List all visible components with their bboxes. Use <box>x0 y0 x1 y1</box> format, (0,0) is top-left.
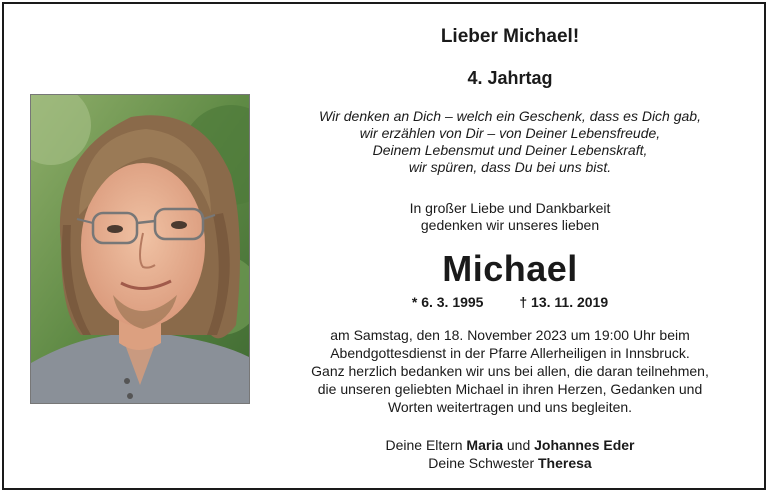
parents-line <box>260 436 760 454</box>
message-line: Worten weitertragen und uns begleiten. <box>387 399 633 415</box>
father-name: Johannes Eder <box>534 437 635 453</box>
conjunction: und <box>506 437 531 453</box>
tribute-text <box>260 200 760 234</box>
tribute-line: In großer Liebe und Dankbarkeit <box>409 200 611 216</box>
memorial-poem <box>260 108 760 176</box>
family-signature <box>260 436 760 472</box>
deceased-name: Michael <box>442 248 578 289</box>
tribute-line: gedenken wir unseres lieben <box>420 217 600 233</box>
poem-line: wir spüren, dass Du bei uns bist. <box>408 159 612 175</box>
sister-name: Theresa <box>538 455 592 471</box>
memorial-message <box>260 326 760 416</box>
sibling-line <box>260 454 760 472</box>
message-line: Ganz herzlich bedanken wir uns bei allen, die daran teilnehmen, <box>311 363 709 379</box>
anniversary-heading: 4. Jahrtag <box>467 68 553 88</box>
mother-name: Maria <box>466 437 503 453</box>
parents-prefix: Deine Eltern <box>385 437 463 453</box>
birth-date: * 6. 3. 1995 <box>411 294 484 310</box>
poem-line: Wir denken an Dich – welch ein Geschenk, dass es Dich gab, <box>319 108 701 124</box>
poem-line: wir erzählen von Dir – von Deiner Lebensfreude, <box>359 125 661 141</box>
sibling-prefix: Deine Schwester <box>428 455 535 471</box>
message-line: Abendgottesdienst in der Pfarre Allerheiligen in Innsbruck. <box>330 345 690 361</box>
life-dates <box>260 294 760 310</box>
obituary-card <box>2 2 766 490</box>
portrait-photo <box>30 94 250 404</box>
message-line: die unseren geliebten Michael in ihren Herzen, Gedanken und <box>317 381 703 397</box>
death-date: † 13. 11. 2019 <box>519 294 609 310</box>
message-line: am Samstag, den 18. November 2023 um 19:00 Uhr beim <box>330 327 690 343</box>
greeting-heading: Lieber Michael! <box>440 26 580 47</box>
poem-line: Deinem Lebensmut und Deiner Lebenskraft, <box>372 142 648 158</box>
